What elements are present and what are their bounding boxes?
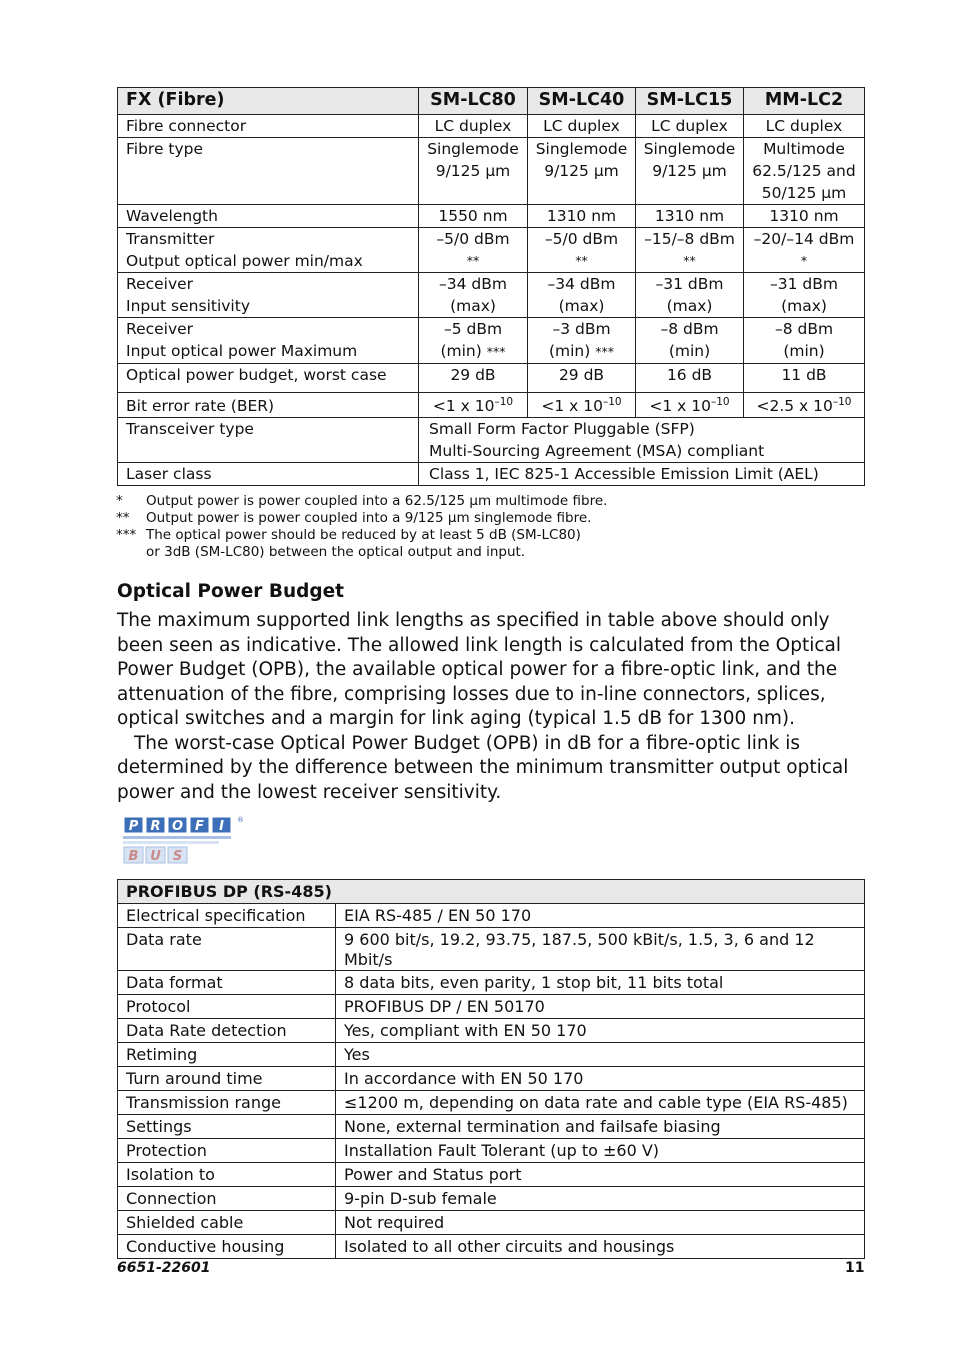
table-row bbox=[118, 463, 865, 486]
cell-value: Yes, compliant with EN 50 170 bbox=[336, 1019, 865, 1043]
paragraph: The worst-case Optical Power Budget (OPB) in dB for a fibre-optic link is determined by the difference between the minimum transmitter output optical power and the lowest receiver sensitivity. bbox=[117, 732, 849, 803]
cell-value: –5 dBm (min) *** bbox=[419, 318, 528, 364]
cell-value: PROFIBUS DP / EN 50170 bbox=[336, 995, 865, 1019]
cell-value: 16 dB bbox=[636, 364, 744, 393]
row-label: Shielded cable bbox=[118, 1211, 336, 1235]
cell-value: Small Form Factor Pluggable (SFP) Multi-Sourcing Agreement (MSA) compliant bbox=[419, 418, 865, 463]
cell-value: 9 600 bit/s, 19.2, 93.75, 187.5, 500 kBit/s, 1.5, 3, 6 and 12 Mbit/s bbox=[336, 928, 865, 971]
table-row bbox=[118, 1163, 865, 1187]
table-header-row bbox=[118, 88, 865, 115]
cell-value: Not required bbox=[336, 1211, 865, 1235]
table-row bbox=[118, 1139, 865, 1163]
row-label: Protection bbox=[118, 1139, 336, 1163]
document-code: 6651-22601 bbox=[117, 1260, 211, 1276]
cell-value: –5/0 dBm ** bbox=[528, 228, 636, 273]
logo-letter: R bbox=[150, 819, 161, 834]
cell-value: –20/–14 dBm * bbox=[744, 228, 865, 273]
logo-letter: O bbox=[171, 819, 184, 834]
cell-value: ≤1200 m, depending on data rate and cable type (EIA RS-485) bbox=[336, 1091, 865, 1115]
cell-value: Multimode 62.5/125 and 50/125 µm bbox=[744, 138, 865, 205]
header-sm-lc15: SM-LC15 bbox=[636, 88, 744, 115]
cell-value: EIA RS-485 / EN 50 170 bbox=[336, 904, 865, 928]
profibus-spec-table bbox=[117, 879, 865, 1259]
row-label: Settings bbox=[118, 1115, 336, 1139]
table-row bbox=[118, 1211, 865, 1235]
row-label: Retiming bbox=[118, 1043, 336, 1067]
cell-value: –34 dBm (max) bbox=[528, 273, 636, 318]
cell-value: 11 dB bbox=[744, 364, 865, 393]
cell-value: Class 1, IEC 825-1 Accessible Emission Limit (AEL) bbox=[419, 463, 865, 486]
table-row bbox=[118, 273, 865, 318]
row-label: Receiver Input optical power Maximum bbox=[118, 318, 419, 364]
row-label: Conductive housing bbox=[118, 1235, 336, 1259]
row-label: Connection bbox=[118, 1187, 336, 1211]
table-row bbox=[118, 393, 865, 418]
row-label: Data format bbox=[118, 971, 336, 995]
cell-value: –8 dBm (min) bbox=[744, 318, 865, 364]
cell-value: <1 x $10^{-10}$ bbox=[528, 393, 636, 418]
fibre-spec-table bbox=[117, 87, 865, 486]
table-row bbox=[118, 1067, 865, 1091]
cell-value: Singlemode 9/125 µm bbox=[636, 138, 744, 205]
row-label: Isolation to bbox=[118, 1163, 336, 1187]
row-label: Laser class bbox=[118, 463, 419, 486]
cell-value: 1550 nm bbox=[419, 205, 528, 228]
cell-value: 1310 nm bbox=[744, 205, 865, 228]
table-row bbox=[118, 1019, 865, 1043]
cell-value: LC duplex bbox=[636, 115, 744, 138]
cell-value: –34 dBm (max) bbox=[419, 273, 528, 318]
table-row bbox=[118, 205, 865, 228]
cell-value: LC duplex bbox=[744, 115, 865, 138]
cell-value: –31 dBm (max) bbox=[636, 273, 744, 318]
table-row bbox=[118, 1091, 865, 1115]
table-row bbox=[118, 1187, 865, 1211]
header-sm-lc80: SM-LC80 bbox=[419, 88, 528, 115]
header-sm-lc40: SM-LC40 bbox=[528, 88, 636, 115]
footnote: ** Output power is power coupled into a 9/125 µm singlemode fibre. bbox=[116, 510, 592, 526]
cell-value: 1310 nm bbox=[636, 205, 744, 228]
cell-value: Singlemode 9/125 µm bbox=[419, 138, 528, 205]
table-row bbox=[118, 418, 865, 463]
logo-letter: P bbox=[128, 819, 139, 834]
table-row bbox=[118, 1043, 865, 1067]
row-label: Electrical specification bbox=[118, 904, 336, 928]
cell-value: None, external termination and failsafe biasing bbox=[336, 1115, 865, 1139]
table-row bbox=[118, 971, 865, 995]
cell-value: –3 dBm (min) *** bbox=[528, 318, 636, 364]
table-row bbox=[118, 138, 865, 205]
cell-value: <1 x $10^{-10}$ bbox=[636, 393, 744, 418]
cell-value: 8 data bits, even parity, 1 stop bit, 11 bits total bbox=[336, 971, 865, 995]
row-label: Transmission range bbox=[118, 1091, 336, 1115]
row-label: Optical power budget, worst case bbox=[118, 364, 419, 393]
profibus-logo bbox=[120, 814, 245, 866]
table-header-row bbox=[118, 880, 865, 904]
table-row bbox=[118, 318, 865, 364]
cell-value: 29 dB bbox=[528, 364, 636, 393]
table-row bbox=[118, 995, 865, 1019]
cell-value: <2.5 x $10^{-10}$ bbox=[744, 393, 865, 418]
logo-letter: B bbox=[128, 849, 139, 864]
header-fx-fibre: FX (Fibre) bbox=[118, 88, 419, 115]
cell-value: 9-pin D-sub female bbox=[336, 1187, 865, 1211]
cell-value: Power and Status port bbox=[336, 1163, 865, 1187]
cell-value: Yes bbox=[336, 1043, 865, 1067]
row-label: Fibre connector bbox=[118, 115, 419, 138]
paragraph: The maximum supported link lengths as specified in table above should only been seen as indicative. The allowed link length is calculated from the Optical Power Budget (OPB), the available optical power for a fibre-optic link, and the attenuation of the fibre, comprising losses due to in-line connectors, splices, optical switches and a margin for link aging (typical 1.5 dB for 1300 nm). bbox=[117, 610, 841, 729]
svg-text:®: ® bbox=[237, 816, 244, 824]
table-row bbox=[118, 1115, 865, 1139]
cell-value: Installation Fault Tolerant (up to ±60 V) bbox=[336, 1139, 865, 1163]
table-row bbox=[118, 1235, 865, 1259]
cell-value: –5/0 dBm ** bbox=[419, 228, 528, 273]
logo-letter: S bbox=[172, 849, 183, 864]
row-label: Turn around time bbox=[118, 1067, 336, 1091]
header-mm-lc2: MM-LC2 bbox=[744, 88, 865, 115]
row-label: Transmitter Output optical power min/max bbox=[118, 228, 419, 273]
table-row bbox=[118, 904, 865, 928]
footnote: * Output power is power coupled into a 62.5/125 µm multimode fibre. bbox=[116, 493, 608, 509]
cell-value: 29 dB bbox=[419, 364, 528, 393]
cell-value: –31 dBm (max) bbox=[744, 273, 865, 318]
cell-value: LC duplex bbox=[528, 115, 636, 138]
table-row bbox=[118, 364, 865, 393]
row-label: Wavelength bbox=[118, 205, 419, 228]
cell-value: –15/–8 dBm ** bbox=[636, 228, 744, 273]
row-label: Data rate bbox=[118, 928, 336, 971]
table-row bbox=[118, 228, 865, 273]
body-text bbox=[117, 609, 865, 805]
section-heading: Optical Power Budget bbox=[117, 581, 345, 602]
cell-value: Singlemode 9/125 µm bbox=[528, 138, 636, 205]
cell-value: –8 dBm (min) bbox=[636, 318, 744, 364]
row-label: Bit error rate (BER) bbox=[118, 393, 419, 418]
footnote: *** The optical power should be reduced by at least 5 dB (SM-LC80) or 3dB (SM-LC80) between the optical output and input. bbox=[116, 527, 581, 560]
cell-value: LC duplex bbox=[419, 115, 528, 138]
row-label: Fibre type bbox=[118, 138, 419, 205]
logo-letter: I bbox=[219, 819, 224, 834]
logo-letter: U bbox=[150, 849, 161, 864]
logo-letter: F bbox=[195, 819, 204, 834]
table-row bbox=[118, 115, 865, 138]
row-label: Data Rate detection bbox=[118, 1019, 336, 1043]
footnotes bbox=[116, 493, 607, 561]
profibus-table-header: PROFIBUS DP (RS-485) bbox=[118, 880, 865, 904]
cell-value: <1 x $10^{-10}$ bbox=[419, 393, 528, 418]
row-label: Transceiver type bbox=[118, 418, 419, 463]
cell-value: 1310 nm bbox=[528, 205, 636, 228]
table-row bbox=[118, 928, 865, 971]
cell-value: In accordance with EN 50 170 bbox=[336, 1067, 865, 1091]
cell-value: Isolated to all other circuits and housings bbox=[336, 1235, 865, 1259]
page-number: 11 bbox=[845, 1260, 865, 1276]
row-label: Protocol bbox=[118, 995, 336, 1019]
row-label: Receiver Input sensitivity bbox=[118, 273, 419, 318]
